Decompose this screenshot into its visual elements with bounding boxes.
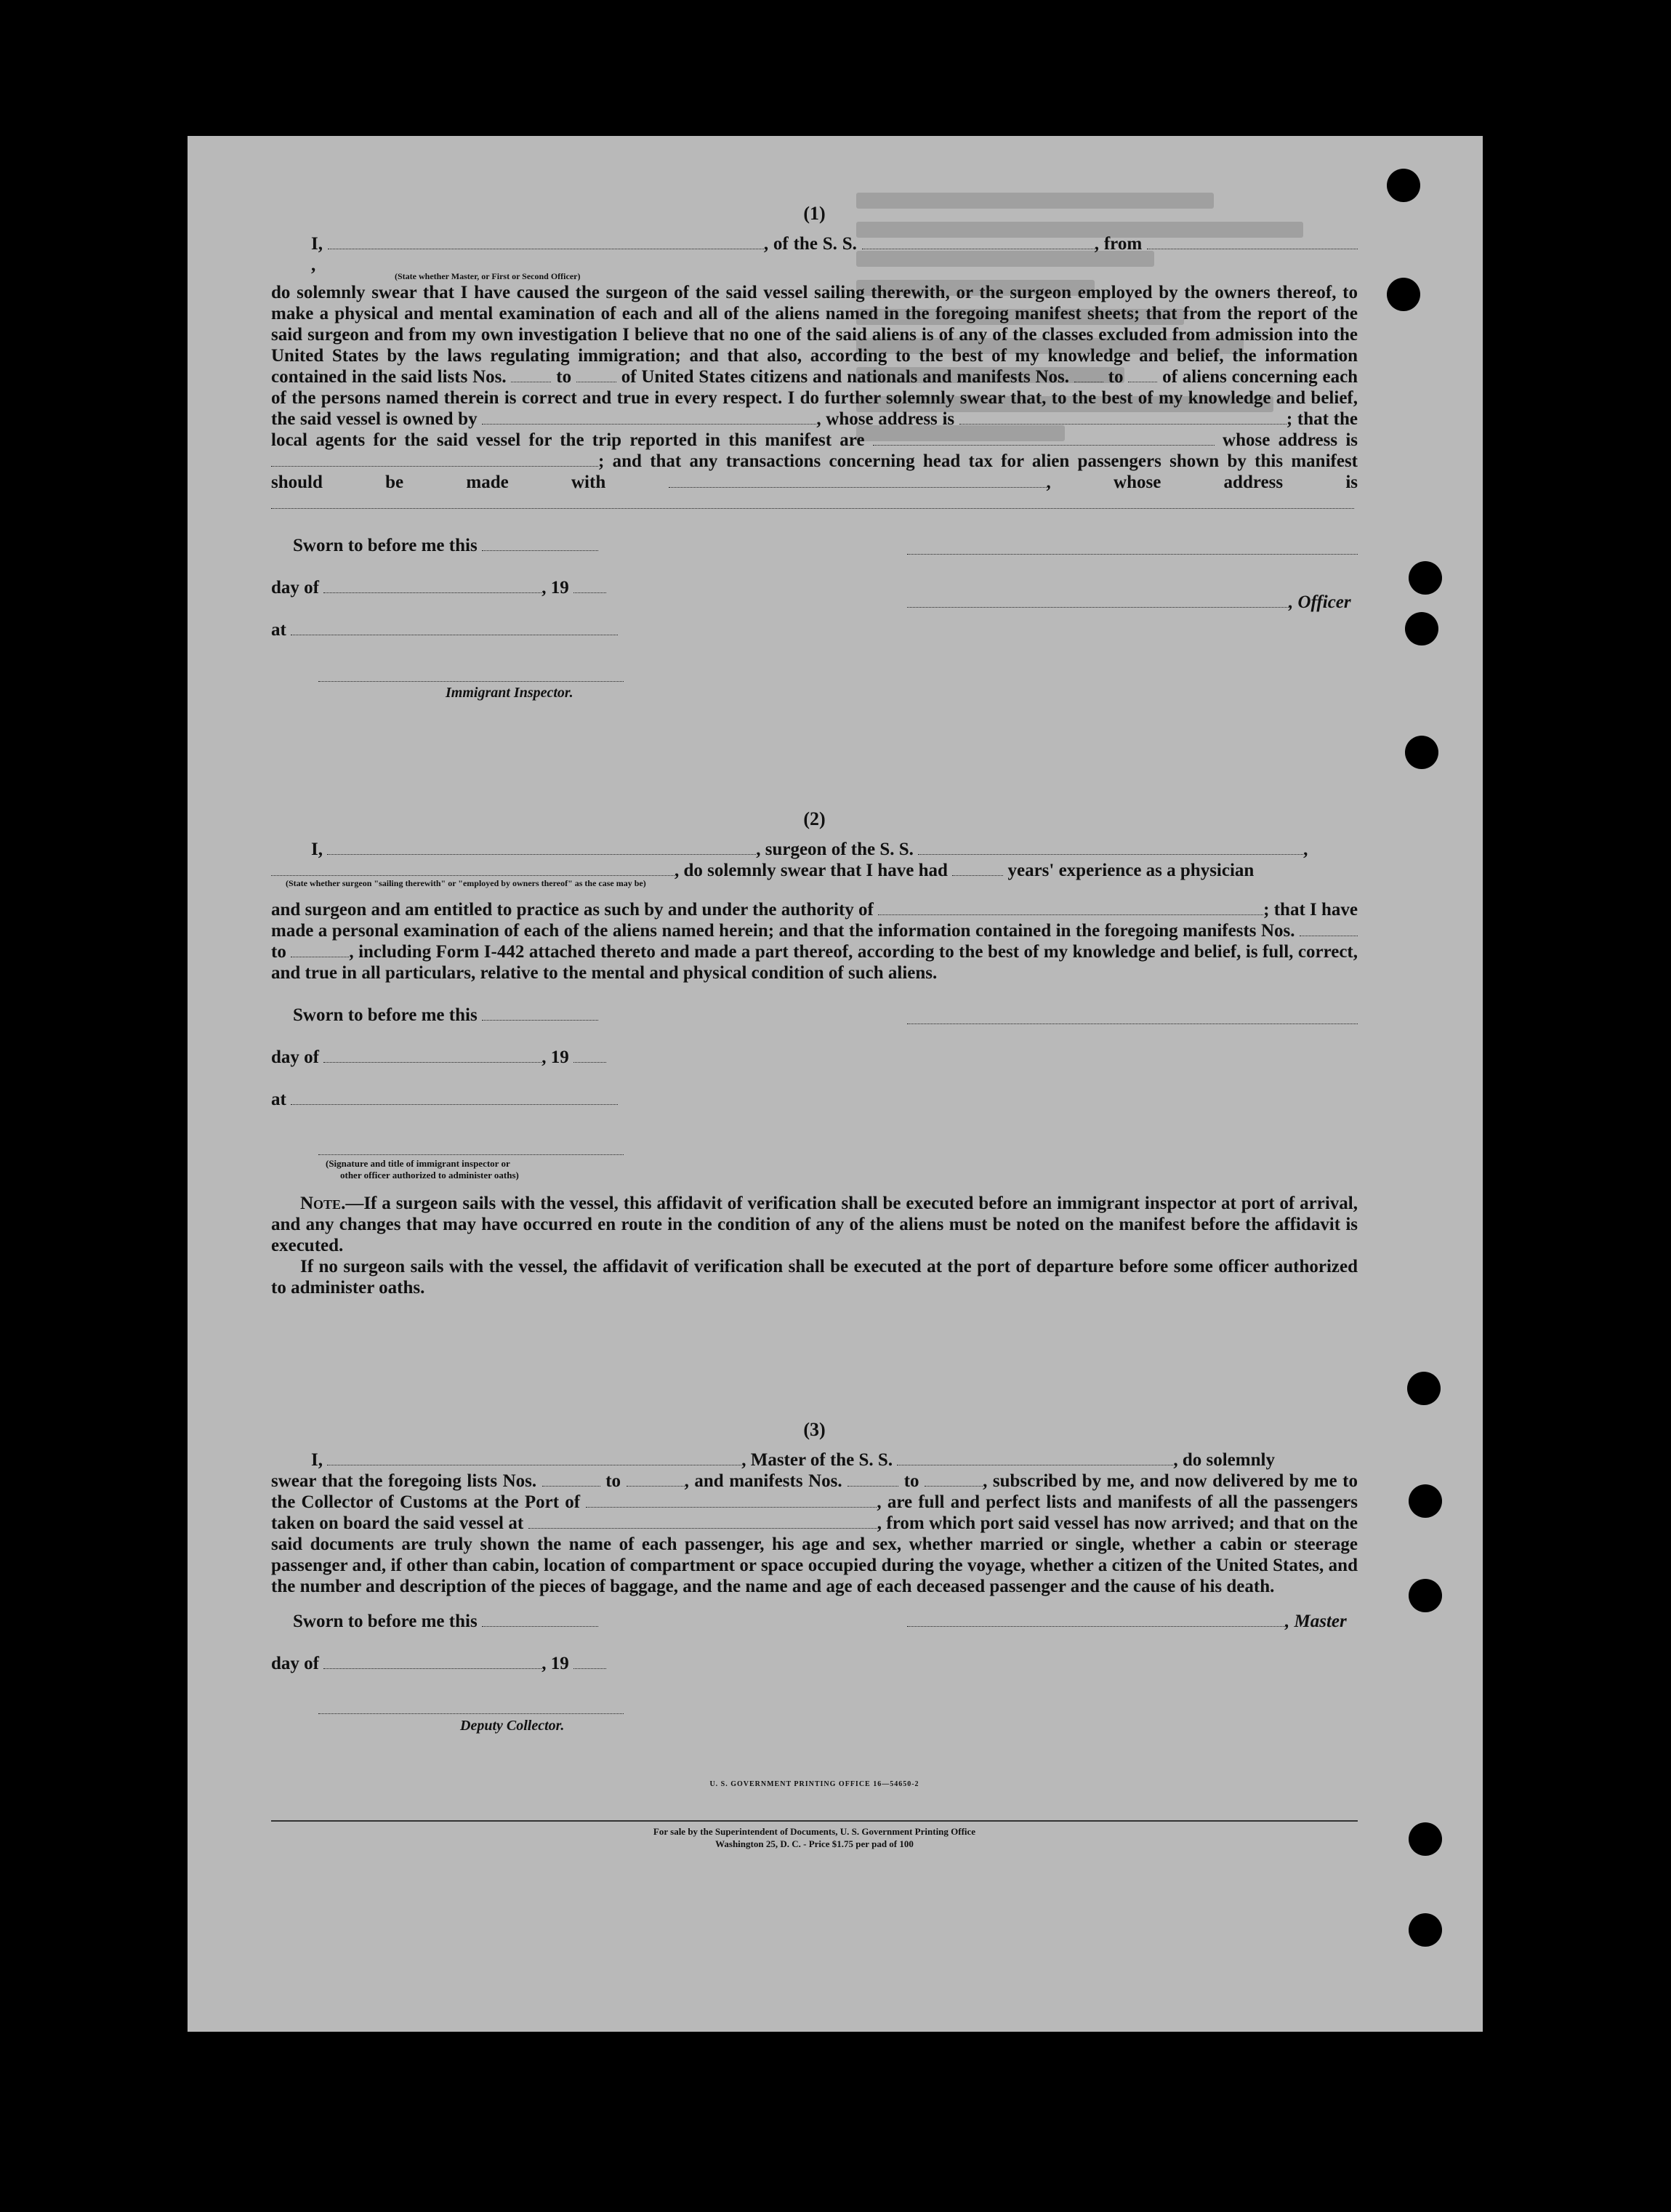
day-field[interactable]: [323, 1050, 541, 1063]
signature-note: (Signature and title of immigrant inspector or: [326, 1158, 510, 1169]
place-field[interactable]: [291, 623, 618, 635]
punch-hole: [1409, 1579, 1442, 1612]
section-2-signatures: Sworn to before me this day of , 19 at (Signature and title of immigrant inspector or other officer authorized to administer oaths): [271, 1005, 1358, 1180]
authority-field[interactable]: [878, 903, 1263, 915]
officer-signature-field[interactable]: [907, 595, 1289, 608]
section-1-body: do solemnly swear that I have caused the surgeon of the said vessel sailing therewith, or the surgeon employed by the owners thereof, to make a physical and mental examination of each and all of the aliens named in the foregoing manifest sheets; that from the report of the said surgeon and from my own investigation I believe that no one of the said aliens is of any of the classes excluded from admission into the United States by the laws regulating immigration; and that also, according to the best of my knowledge and belief, the information contained in the said lists Nos. to of United States citizens and nationals and manifests Nos. to of aliens concerning each of the persons named therein is correct and true in every respect. I do further solemnly swear that, to the best of my knowledge and belief, the said vessel is owned by , whose address is ; that the local agents for the said vessel for the trip reported in this manifest are whose address is ; and that any transactions concerning head tax for alien passengers shown by this manifest should be made with , whose address is: [271, 282, 1358, 514]
sworn-date-field[interactable]: [482, 1008, 598, 1021]
list-to-field[interactable]: [576, 370, 616, 382]
officer-note: (State whether Master, or First or Second Officer): [395, 271, 581, 281]
master-vessel-field[interactable]: [897, 1453, 1173, 1465]
surgeon-line: I, , surgeon of the S. S. ,: [311, 840, 1308, 859]
punch-hole: [1387, 169, 1420, 202]
surgeon-type-field[interactable]: [271, 864, 675, 876]
master-name-field[interactable]: [327, 1453, 741, 1465]
section-1-signatures: Sworn to before me this day of , 19 , Officer at Immigrant Inspector.: [271, 536, 1358, 710]
section-number: (1): [803, 203, 826, 224]
section-3: [271, 1419, 1358, 1757]
section-number: (3): [803, 1419, 826, 1440]
officer-name-field[interactable]: [328, 237, 764, 249]
signature-note: other officer authorized to administer oaths): [340, 1170, 519, 1181]
section-2: [271, 808, 1358, 1298]
oath-line: I, , of the S. S. , from ,: [311, 233, 1358, 276]
manifest-to-field[interactable]: [925, 1474, 983, 1487]
surgeon-note: (State whether surgeon "sailing therewith" or "employed by owners thereof" as the case may be): [286, 878, 646, 888]
head-tax-contact-field[interactable]: [669, 475, 1047, 488]
inspector-signature-line[interactable]: [318, 681, 624, 682]
from-field[interactable]: [1147, 237, 1358, 249]
section-1: [271, 203, 1358, 710]
port-field[interactable]: [586, 1495, 877, 1508]
vessel-name-field[interactable]: [862, 237, 1095, 249]
manifest-from-field[interactable]: [1074, 370, 1103, 382]
note-paragraph-2: If no surgeon sails with the vessel, the affidavit of verification shall be executed at the port of departure before some officer authorized to administer oaths.: [271, 1257, 1358, 1298]
sworn-date-field[interactable]: [482, 1614, 598, 1627]
list-from-field[interactable]: [511, 370, 551, 382]
place-field[interactable]: [291, 1093, 618, 1105]
year-field[interactable]: [573, 581, 606, 593]
year-field[interactable]: [573, 1050, 606, 1063]
section-3-signatures: Sworn to before me this , Master day of , 19 Deputy Collector.: [271, 1612, 1347, 1734]
years-field[interactable]: [952, 864, 1003, 876]
head-tax-address-field[interactable]: [271, 496, 1354, 509]
punch-hole: [1409, 561, 1442, 595]
footer-rule: [271, 1820, 1358, 1822]
year-field[interactable]: [573, 1657, 606, 1669]
owner-address-field[interactable]: [959, 412, 1287, 425]
day-field[interactable]: [323, 1657, 541, 1669]
manifest-to-field[interactable]: [291, 945, 349, 957]
gpo-line: U. S. GOVERNMENT PRINTING OFFICE 16—54650-2: [709, 1780, 919, 1788]
master-signature-field[interactable]: [907, 1614, 1285, 1627]
agents-field[interactable]: [873, 433, 1215, 446]
signature-line[interactable]: [907, 1023, 1358, 1024]
section-number: (2): [803, 808, 826, 829]
owner-field[interactable]: [482, 412, 816, 425]
punch-hole: [1409, 1484, 1442, 1518]
punch-hole: [1409, 1822, 1442, 1856]
sworn-date-field[interactable]: [482, 539, 598, 551]
departure-port-field[interactable]: [528, 1516, 877, 1529]
list-from-field[interactable]: [542, 1474, 600, 1487]
section-3-body: swear that the foregoing lists Nos. to , and manifests Nos. to , subscribed by me, and now delivered by me to the Collector of Customs at the Port of , are full and perfect lists and manifests of all the passengers taken on board the said vessel at , from which port said vessel has now arrived; and that on the said documents are truly shown the name of each passenger, his age and sex, whether married or single, whether a cabin or steerage passenger and, if other than cabin, location of compartment or space occupied during the voyage, whether a citizen of the United States, and the number and description of the pieces of baggage, and the name and age of each deceased passenger and the cause of his death.: [271, 1471, 1358, 1596]
sale-note: Washington 25, D. C. - Price $1.75 per pad of 100: [715, 1838, 914, 1849]
punch-hole: [1387, 278, 1420, 311]
manifest-to-field[interactable]: [1128, 370, 1157, 382]
punch-hole: [1407, 1372, 1441, 1405]
deputy-label: Deputy Collector.: [460, 1718, 565, 1734]
day-field[interactable]: [323, 581, 541, 593]
sale-note: For sale by the Superintendent of Documents, U. S. Government Printing Office: [653, 1826, 976, 1837]
surgeon-name-field[interactable]: [327, 842, 756, 855]
inspector-label: Immigrant Inspector.: [446, 685, 573, 701]
note-paragraph: Note.—If a surgeon sails with the vessel, this affidavit of verification shall be executed before an immigrant inspector at port of arrival, and any changes that may have occurred en route in the condition of any of the aliens must be noted on the manifest before the affidavit is executed.: [271, 1194, 1358, 1255]
signature-line[interactable]: [907, 554, 1358, 555]
manifest-from-field[interactable]: [1300, 924, 1358, 936]
punch-hole: [1409, 1913, 1442, 1947]
agents-address-field[interactable]: [271, 454, 598, 467]
list-to-field[interactable]: [627, 1474, 685, 1487]
inspector-signature-line[interactable]: [318, 1154, 624, 1155]
punch-hole: [1405, 612, 1438, 645]
section-2-body: and surgeon and am entitled to practice as such by and under the authority of ; that I have made a personal examination of each of the aliens named herein; and that the information contained in the foregoing manifests Nos. to , including Form I-442 attached thereto and made a part thereof, according to the best of my knowledge and belief, is full, correct, and true in all particulars, relative to the mental and physical condition of such aliens.: [271, 900, 1358, 983]
surgeon-line-2: , do solemnly swear that I have had years' experience as a physician: [271, 860, 1358, 881]
deputy-signature-line[interactable]: [318, 1713, 624, 1714]
master-line: I, , Master of the S. S. , do solemnly: [311, 1450, 1275, 1470]
manifest-from-field[interactable]: [847, 1474, 898, 1487]
surgeon-vessel-field[interactable]: [918, 842, 1303, 855]
document-page: [188, 136, 1483, 2032]
punch-hole: [1405, 736, 1438, 769]
